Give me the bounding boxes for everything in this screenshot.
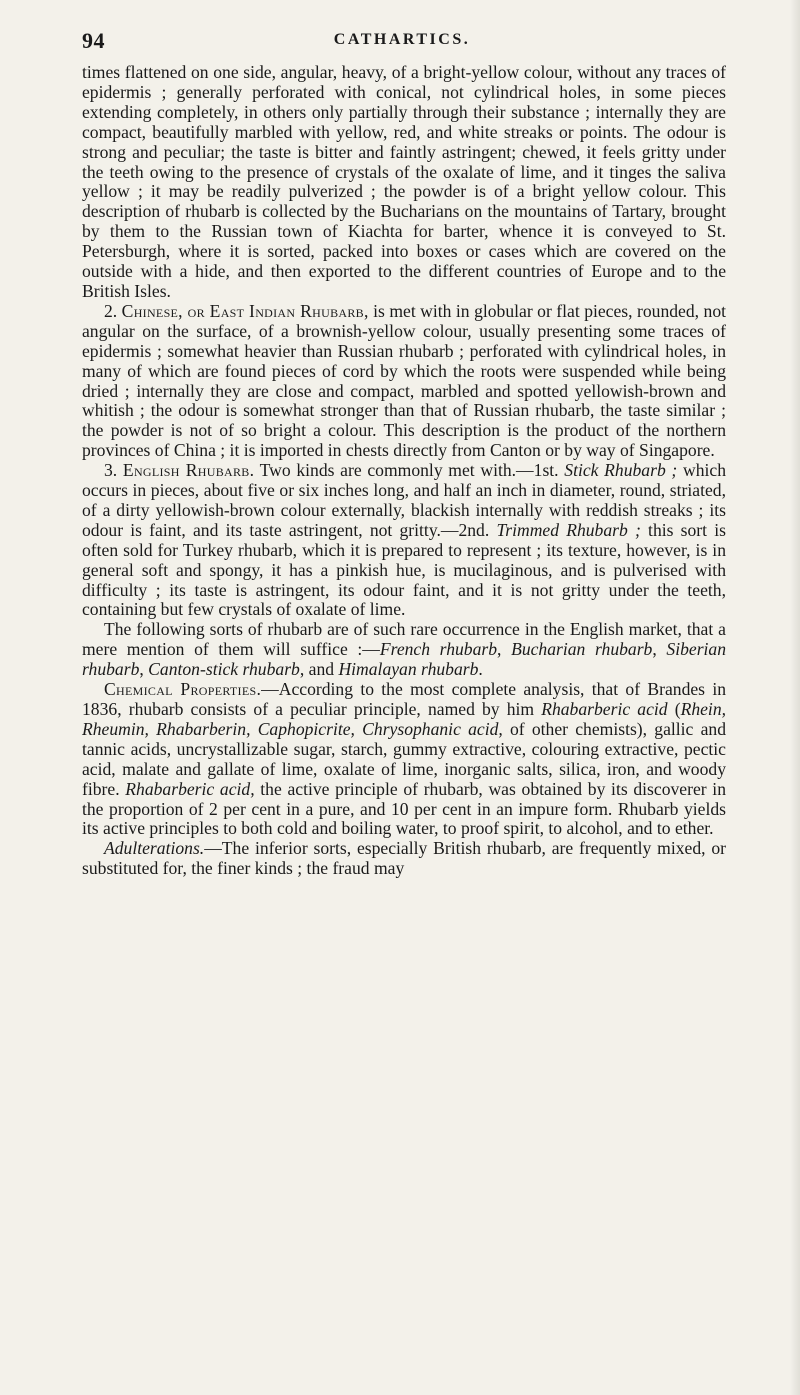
term-canton-stick-rhubarb: Canton-stick rhubarb <box>148 659 300 680</box>
paragraph-adulterations <box>82 839 726 879</box>
paragraph-text: ( <box>667 699 681 719</box>
separator: , <box>139 659 149 680</box>
paragraph-text: which occurs in pieces, about five or six inches long, and half an inch in diameter, round, striated, of a dirty yellowish-brown colour externally, blackish internally with reddish streaks ; its odour is faint, and its taste astringent, not gritty.—2nd. <box>82 460 726 540</box>
paragraph-text: of other chemists), gallic and tannic acids, uncrystallizable sugar, starch, gummy extractive, colouring extractive, pectic acid, malate and gallate of lime, oxalate of lime, inorganic salts, silica, iron, and woody fibre. <box>82 718 726 799</box>
separator: , <box>652 639 667 660</box>
paragraph-chinese-rhubarb <box>82 302 726 461</box>
section-heading-adulterations: Adulterations. <box>104 838 205 859</box>
section-heading-chemical-properties: Chemical Properties. <box>104 679 262 700</box>
term-bucharian-rhubarb: Bucharian rhubarb <box>511 639 653 660</box>
term-trimmed-rhubarb: Trimmed Rhubarb ; <box>496 519 641 540</box>
body-text <box>82 63 726 879</box>
separator: . <box>478 659 483 680</box>
term-himalayan-rhubarb: Himalayan rhubarb <box>338 659 479 680</box>
separator: , and <box>299 659 339 680</box>
separator: , <box>497 639 512 660</box>
term-rhabarberic-acid: Rhabarberic acid, <box>125 778 255 799</box>
paragraph-text: the active principle of rhubarb, was obtained by its discoverer in the proportion of 2 per cent in a pure, and 10 per cent in an impure form. Rhubarb yields its active principles to both cold and boiling water, to proof spirit, to alcohol, and to ether. <box>82 778 726 839</box>
paragraph-text: —The inferior sorts, especially British rhubarb, are frequently mixed, or substituted for, the finer kinds ; the fraud may <box>82 838 726 879</box>
item-number: 3. <box>104 460 123 481</box>
running-head: CATHARTICS. <box>333 31 471 48</box>
paragraph-text: The following sorts of rhubarb are of such rare occurrence in the English market, that a mere mention of them will suffice :— <box>82 619 726 660</box>
term-rhabarberic-acid: Rhabarberic acid <box>541 699 668 719</box>
term-french-rhubarb: French rhubarb <box>379 639 498 660</box>
page-number: 94 <box>82 28 105 53</box>
paragraph-text: —According to the most complete analysis, that of Brandes in 1836, rhubarb consists of a peculiar principle, named by him <box>82 679 726 719</box>
paragraph-english-rhubarb <box>82 461 726 620</box>
term-synonyms: Rhein, Rheumin, Rhabarberin, Caphopicrite, Chrysophanic acid, <box>82 699 727 739</box>
paragraph-text: Two kinds are commonly met with.—1st. <box>254 460 565 481</box>
paragraph-chemical-properties <box>82 680 726 839</box>
paragraph-russian-rhubarb: times flattened on one side, angular, heavy, of a bright-yellow colour, without any traces of epidermis ; generally perforated with conical, not cylindrical holes, in some pieces extending completely, in others only partially through their substance ; internally they are compact, beautifully marbled with yellow, red, and white streaks or points. The odour is strong and peculiar; the taste is bitter and faintly astringent; chewed, it feels gritty under the teeth owing to the presence of crystals of the oxalate of lime, and it tinges the saliva yellow ; it may be readily pulverized ; the powder is of a bright yellow colour. This description of rhubarb is collected by the Bucharians on the mountains of Tartary, brought by them to the Russian town of Kiachta for barter, whence it is conveyed to St. Petersburgh, where it is sorted, packed into boxes or cases which are covered on the outside with a hide, and then exported to the different countries of Europe and to the British Isles. <box>82 62 726 301</box>
paragraph-text: is met with in globular or flat pieces, rounded, not angular on the surface, of a brownish-yellow colour, usually presenting some traces of epidermis ; somewhat heavier than Russian rhubarb ; perforated with cylindrical holes, in many of which are found pieces of cord by which the roots were suspended while being dried ; internally they are close and compact, marbled and spotted yellowish-brown and whitish ; the odour is somewhat stronger than that of Russian rhubarb, the taste similar ; the powder is not of so bright a colour. This description is the product of the northern provinces of China ; it is imported in chests directly from Canton or by way of Singapore. <box>82 300 727 461</box>
page-header <box>82 28 722 52</box>
term-stick-rhubarb: Stick Rhubarb ; <box>564 460 678 481</box>
paragraph-rare-sorts <box>82 620 726 680</box>
term-siberian-rhubarb: Siberian rhubarb <box>82 639 727 680</box>
item-number: 2. <box>104 300 122 321</box>
page-edge-shadow <box>790 0 800 1395</box>
paragraph-text: this sort is often sold for Turkey rhubarb, which it is prepared to represent ; its texture, however, is in general soft and spongy, it has a pinkish hue, is mucilaginous, and is pulverised with difficulty ; its taste is astringent, its odour faint, and it is not gritty under the teeth, containing but few crystals of oxalate of lime. <box>82 519 726 620</box>
section-heading-english-rhubarb: English Rhubarb. <box>122 460 255 481</box>
section-heading-chinese-rhubarb: Chinese, or East Indian Rhubarb, <box>121 300 369 321</box>
